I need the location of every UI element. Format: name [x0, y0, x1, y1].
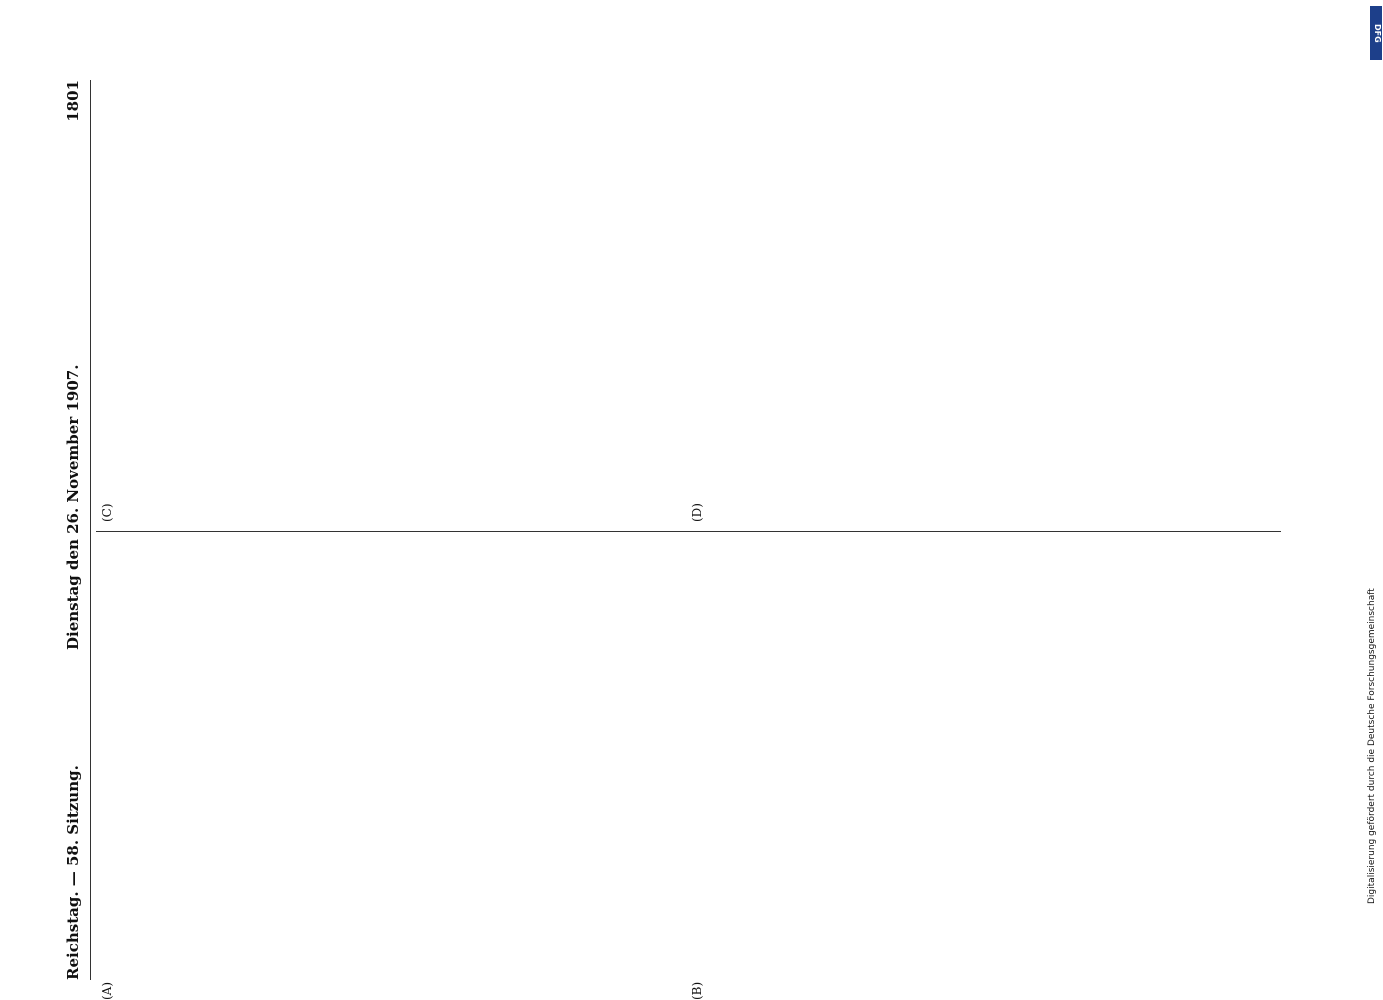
- margin-marker-a: (A): [100, 981, 114, 1000]
- dfg-logo: DFG: [1370, 6, 1382, 60]
- rotated-page: [0, 60, 1383, 1000]
- margin-marker-d: (D): [690, 503, 704, 522]
- margin-marker-c: (C): [100, 503, 114, 522]
- digitization-credit: Digitalisierung gefördert durch die Deutsche Forschungsgemeinschaft: [1367, 588, 1377, 904]
- text-column-left: [96, 560, 1281, 980]
- margin-marker-b: (B): [690, 981, 704, 1000]
- running-head: Reichstag. — 58. Sitzung.: [64, 765, 82, 980]
- session-date: Dienstag den 26. November 1907.: [64, 364, 82, 650]
- column-rule: [96, 531, 1281, 532]
- text-column-right: [96, 80, 1281, 500]
- page-header: [64, 80, 88, 980]
- page-number: 1801: [64, 80, 82, 122]
- header-rule: [90, 80, 91, 980]
